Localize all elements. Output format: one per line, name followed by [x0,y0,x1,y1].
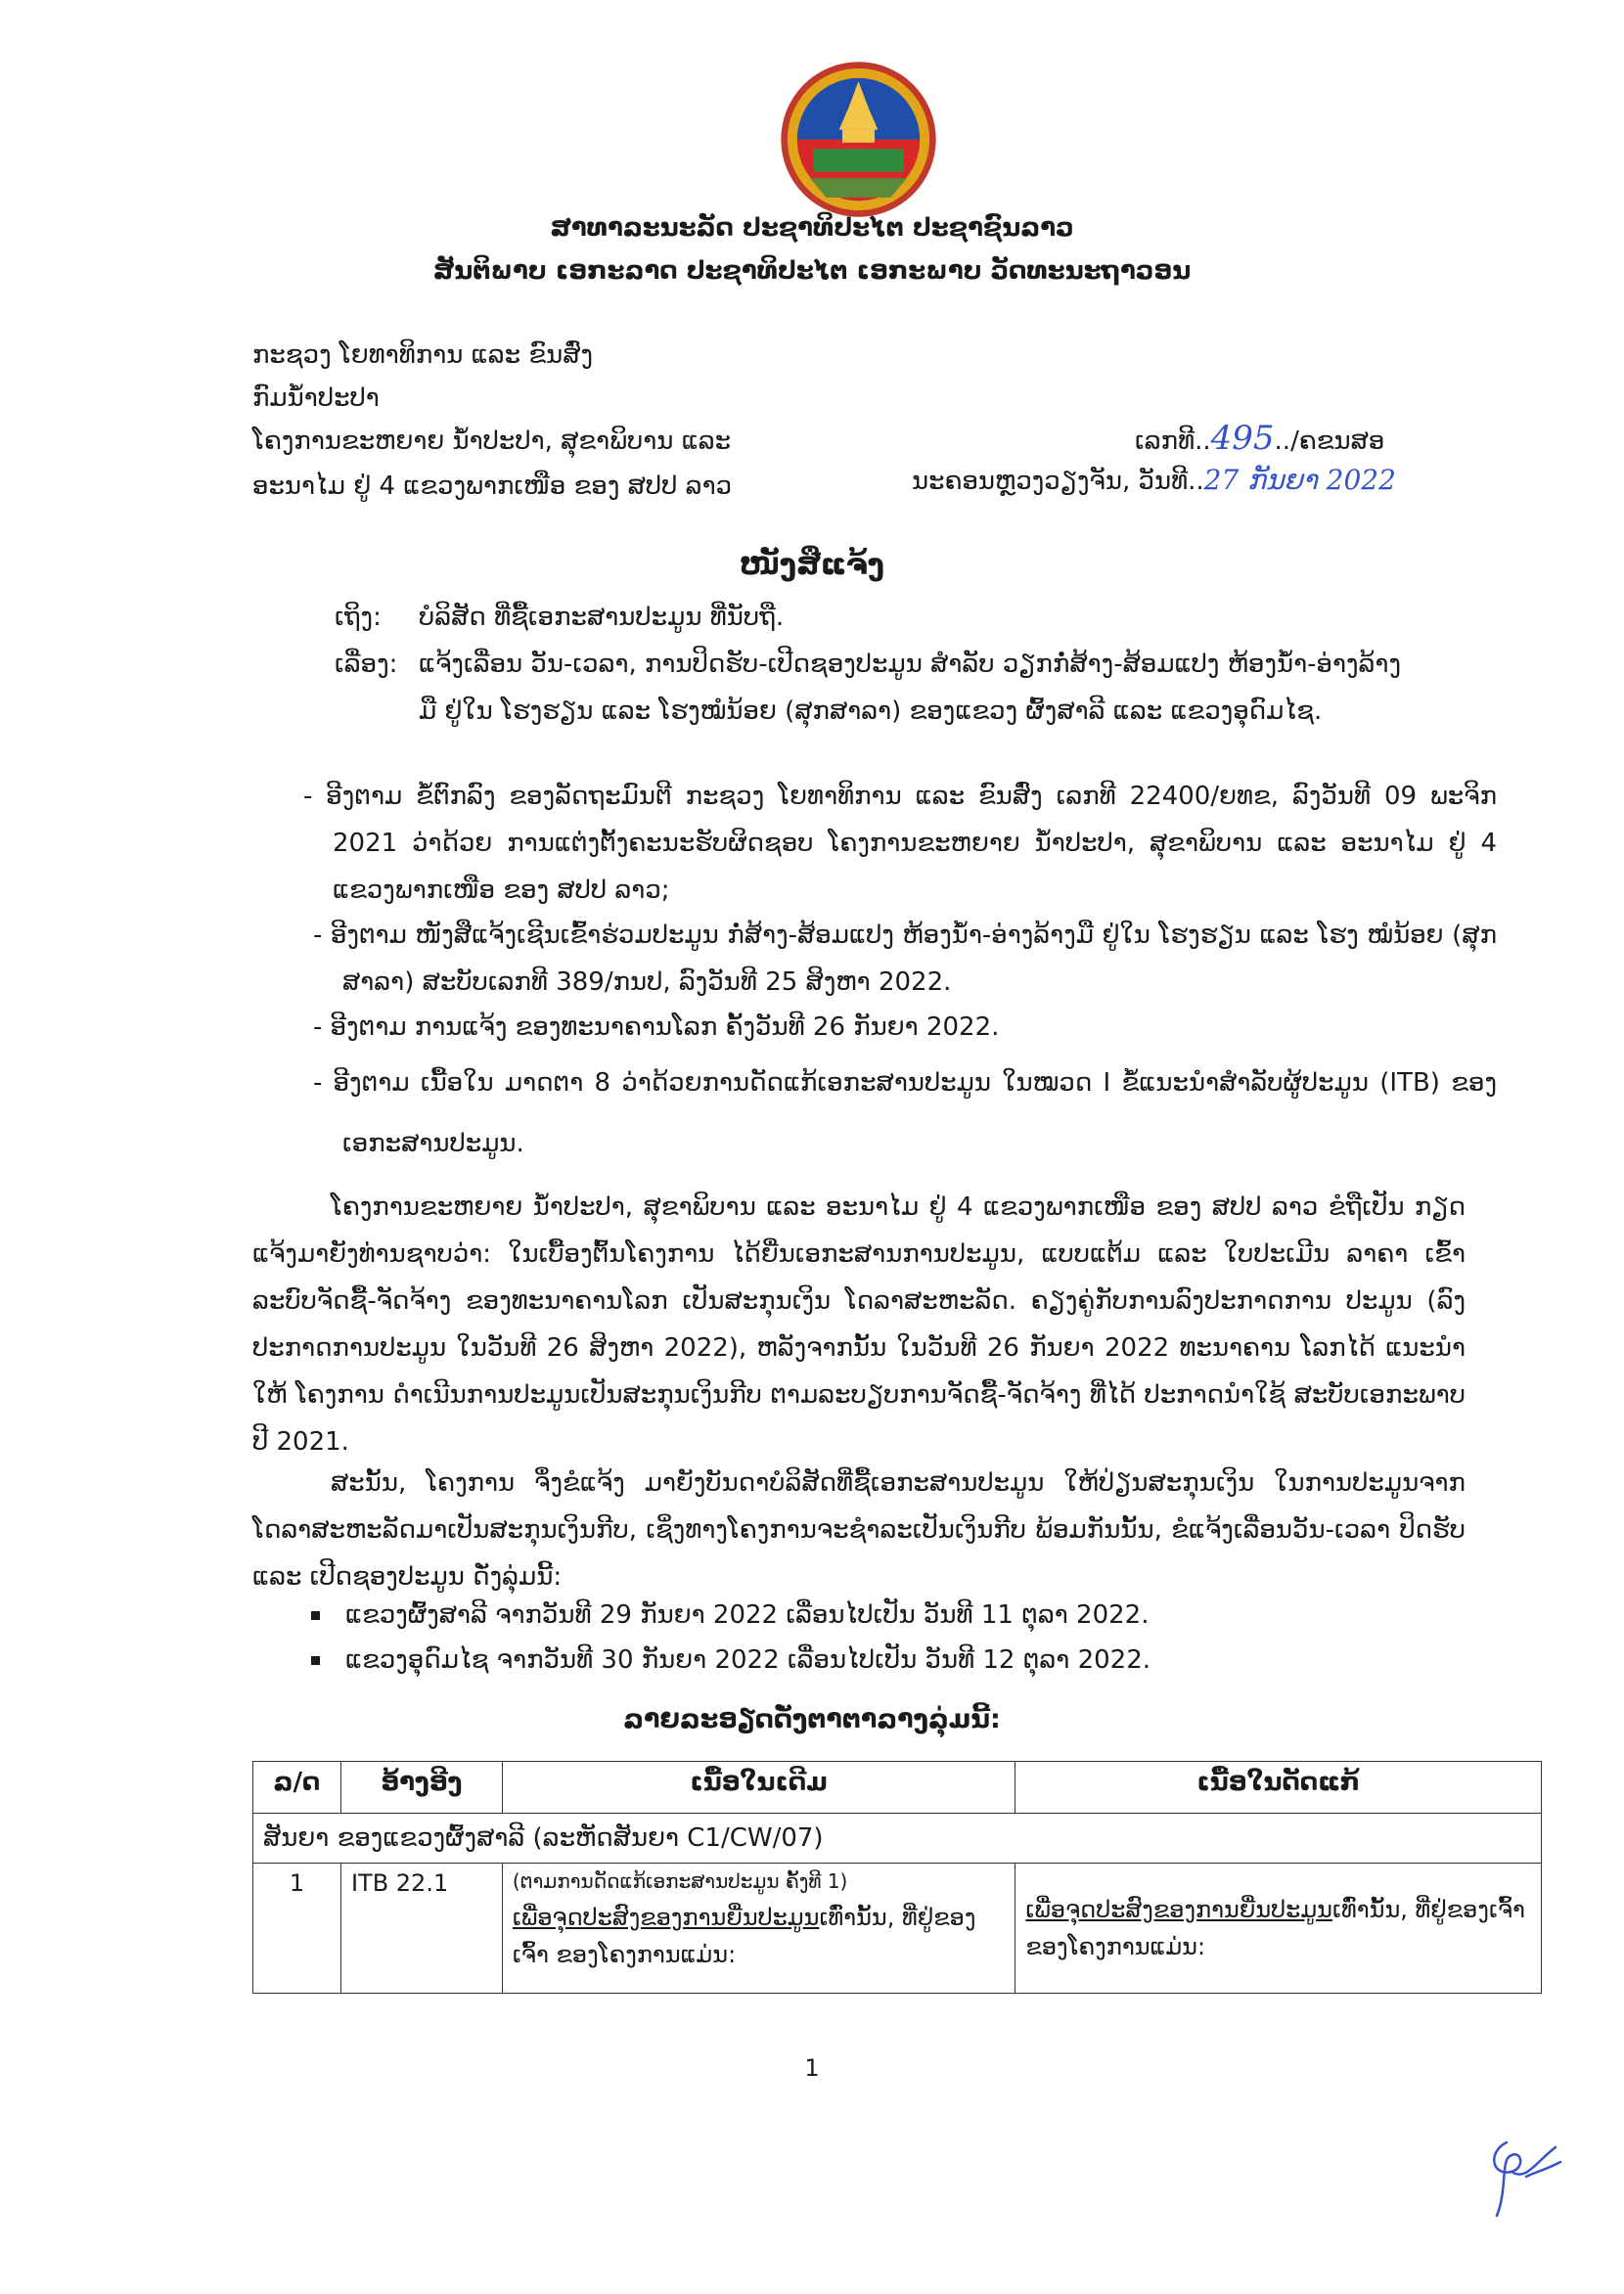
header-original-content: ເນື້ອໃນເດີມ [502,1762,1015,1814]
ref-number-handwritten: 495 [1210,419,1275,458]
national-title: ສາທາລະນະລັດ ປະຊາທິປະໄຕ ປະຊາຊົນລາວ [550,213,1074,243]
subject-label: ເລື່ອງ: [335,650,398,679]
bullet-item-2 [311,1645,1150,1675]
original-note: (ຕາມການດັດແກ້ເອກະສານປະມູນ ຄັ້ງທີ 1) [512,1869,848,1893]
bullet-text: ແຂວງຜົ້ງສາລີ ຈາກວັນທີ 29 ກັນຍາ 2022 ເລື່ອນໄປເປັນ ວັນທີ 11 ຕຸລາ 2022. [345,1600,1150,1630]
details-heading: ລາຍລະອຽດດັ່ງຕາຕາລາງລຸ່ມນີ້: [623,1704,1001,1734]
bullet-item-1 [311,1600,1149,1630]
reference-item-1: - ອີງຕາມ ຂໍ້ຕົກລົງ ຂອງລັດຖະມົນຕີ ກະຊວງ ໂຍທາທິການ ແລະ ຂົນສົ່ງ ເລກທີ 22400/ຍທຂ, ລົງວັນທີ 09 ພະຈິກ 2021 ວ່າດ້ວຍ ການແຕ່ງຕັ້ງຄະນະຮັບຜິດຊອບ ໂຄງການຂະຫຍາຍ ນ້ຳປະປາ, ສຸຂາພິບານ ແລະ ອະນາໄມ ຢູ່ 4 ແຂວງພາກເໜືອ ຂອງ ສປປ ລາວ; [303,782,1497,905]
revised-underlined: ເພື່ອຈຸດປະສົງຂອງການຍື່ນປະມູນ [1025,1896,1332,1923]
reference-item-2: - ອີງຕາມ ໜັງສືແຈ້ງເຊີນເຂົ້າຮ່ວມປະມູນ ກໍ່ສ້າງ-ສ້ອມແປງ ຫ້ອງນ້ຳ-ອ່າງລ້າງມື ຢູ່ໃນ ໂຮງຮຽນ ແລະ ໂຮງ ໝໍນ້ອຍ (ສຸກສາລາ) ສະບັບເລກທີ 389/ກນປ, ລົງວັນທີ 25 ສິງຫາ 2022. [313,921,1497,997]
header-reference: ອ້າງອີງ [340,1762,502,1814]
document-title: ໜັງສືແຈ້ງ [740,548,884,582]
reference-item-4: - ອີງຕາມ ເນື້ອໃນ ມາດຕາ 8 ວ່າດ້ວຍການດັດແກ້ເອກະສານປະມູນ ໃນໝວດ I ຂໍ້ແນະນຳສຳລັບຜູ້ປະມູນ (ITB) ຂອງເອກະສານປະມູນ. [313,1068,1497,1158]
page-number: 1 [804,2054,820,2082]
letter-date [912,464,1396,496]
sender-ministry: ກະຊວງ ໂຍທາທິການ ແລະ ຂົນສົ່ງ [252,340,594,370]
handwritten-initials-signature [1467,2123,1575,2230]
amendment-table [252,1761,1542,1994]
original-rest: ເທົ່ານັ້ນ, ທີ່ຢູ່ຂອງເຈົ້າ ຂອງໂຄງການແມ່ນ: [512,1904,976,1968]
bullet-text: ແຂວງອຸດົມໄຊ ຈາກວັນທີ 30 ກັນຍາ 2022 ເລື່ອນໄປເປັນ ວັນທີ 12 ຕຸລາ 2022. [345,1645,1151,1675]
table-header-row [253,1762,1542,1814]
row-revised-content [1015,1864,1542,1994]
bullet-square-icon [311,1611,320,1620]
subject-line1: ແຈ້ງເລື່ອນ ວັນ-ເວລາ, ການປິດຮັບ-ເປີດຊອງປະມູນ ສຳລັບ ວຽກກໍ່ສ້າງ-ສ້ອມແປງ ຫ້ອງນ້ຳ-ອ່າງລ້າງ [419,650,1401,679]
bullet-square-icon [311,1656,320,1665]
original-underlined: ເພື່ອຈຸດປະສົງຂອງການຍື່ນປະມູນ [512,1904,820,1931]
sender-project-line1: ໂຄງການຂະຫຍາຍ ນ້ຳປະປາ, ສຸຂາພິບານ ແລະ [252,427,732,456]
reference-item-3: - ອີງຕາມ ການແຈ້ງ ຂອງທະນາຄານໂລກ ຄັ້ງວັນທີ 26 ກັນຍາ 2022. [313,1012,1000,1042]
ref-number-prefix: ເລກທີ.. [1135,427,1211,456]
row-number: 1 [253,1864,341,1994]
to-label: ເຖິງ: [335,603,382,632]
reference-number [1135,419,1384,458]
sender-department: ກົມນ້ຳປະປາ [252,383,380,413]
date-prefix: ນະຄອນຫຼວງວຽງຈັນ, ວັນທີ.. [912,467,1204,496]
national-motto: ສັນຕິພາບ ເອກະລາດ ປະຊາທິປະໄຕ ເອກະພາບ ວັດທະນະຖາວອນ [432,256,1192,286]
sender-project-line2: ອະນາໄມ ຢູ່ 4 ແຂວງພາກເໜືອ ຂອງ ສປປ ລາວ [252,472,733,501]
header-no: ລ/ດ [253,1762,341,1814]
to-text: ບໍລິສັດ ທີ່ຊື້ເອກະສານປະມູນ ທີ່ນັບຖື. [419,603,785,632]
header-revised-content: ເນື້ອໃນດັດແກ້ [1015,1762,1542,1814]
row-original-content [502,1864,1015,1994]
body-paragraph-2: ສະນັ້ນ, ໂຄງການ ຈຶ່ງຂໍແຈ້ງ ມາຍັງບັນດາບໍລິສັດທີ່ຊື້ເອກະສານປະມູນ ໃຫ້ປ່ຽນສະກຸນເງິນ ໃນການປະມູນຈາກ ໂດລາສະຫະລັດມາເປັນສະກຸນເງິນກີບ, ເຊິ່ງທາງໂຄງການຈະຊຳລະເປັນເງິນກີບ ພ້ອມກັນນັ້ນ, ຂໍແຈ້ງເລື່ອນວັນ-ເວລາ ປິດຮັບ ແລະ ເປີດຊອງປະມູນ ດັ່ງລຸ່ມນີ້: [252,1468,1466,1592]
date-handwritten: 27 ກັນຍາ 2022 [1203,464,1396,496]
original-text [513,1899,1006,1973]
ref-number-suffix: ../ຄຂນສອ [1274,427,1385,456]
revised-rest: ເທົ່ານັ້ນ, ທີ່ຢູ່ຂອງເຈົ້າ ຂອງໂຄງການແມ່ນ: [1025,1896,1525,1960]
table-row [253,1864,1542,1994]
lao-emblem-logo [778,59,939,220]
contract-section: ສັນຍາ ຂອງແຂວງຜົ້ງສາລີ (ລະຫັດສັນຍາ C1/CW/07) [253,1814,1542,1864]
table-section-row [253,1814,1542,1864]
subject-line2: ມື ຢູ່ໃນ ໂຮງຮຽນ ແລະ ໂຮງໝໍນ້ອຍ (ສຸກສາລາ) ຂອງແຂວງ ຜົ້ງສາລີ ແລະ ແຂວງອຸດົມໄຊ. [419,697,1323,726]
row-reference: ITB 22.1 [340,1864,502,1994]
body-paragraph-1: ໂຄງການຂະຫຍາຍ ນ້ຳປະປາ, ສຸຂາພິບານ ແລະ ອະນາໄມ ຢູ່ 4 ແຂວງພາກເໜືອ ຂອງ ສປປ ລາວ ຂໍຖືເປັນ ກຽດ ແຈ້ງມາຍັງທ່ານຊາບວ່າ: ໃນເບື້ອງຕົ້ນໂຄງການ ໄດ້ຍື່ນເອກະສານການປະມູນ, ແບບແຕ້ມ ແລະ ໃບປະເມີນ ລາຄາ ເຂົ້າລະບົບຈັດຊື້-ຈັດຈ້າງ ຂອງທະນາຄານໂລກ ເປັນສະກຸນເງິນ ໂດລາສະຫະລັດ. ຄຽງຄູ່ກັບການລົງປະກາດການ ປະມູນ (ລົງປະກາດການປະມູນ ໃນວັນທີ 26 ສິງຫາ 2022), ຫລັງຈາກນັ້ນ ໃນວັນທີ 26 ກັນຍາ 2022 ທະນາຄານ ໂລກໄດ້ ແນະນຳໃຫ້ ໂຄງການ ດຳເນີນການປະມູນເປັນສະກຸນເງິນກີບ ຕາມລະບຽບການຈັດຊື້-ຈັດຈ້າງ ທີ່ໄດ້ ປະກາດນຳໃຊ້ ສະບັບເອກະພາບ ປີ 2021. [252,1192,1466,1457]
